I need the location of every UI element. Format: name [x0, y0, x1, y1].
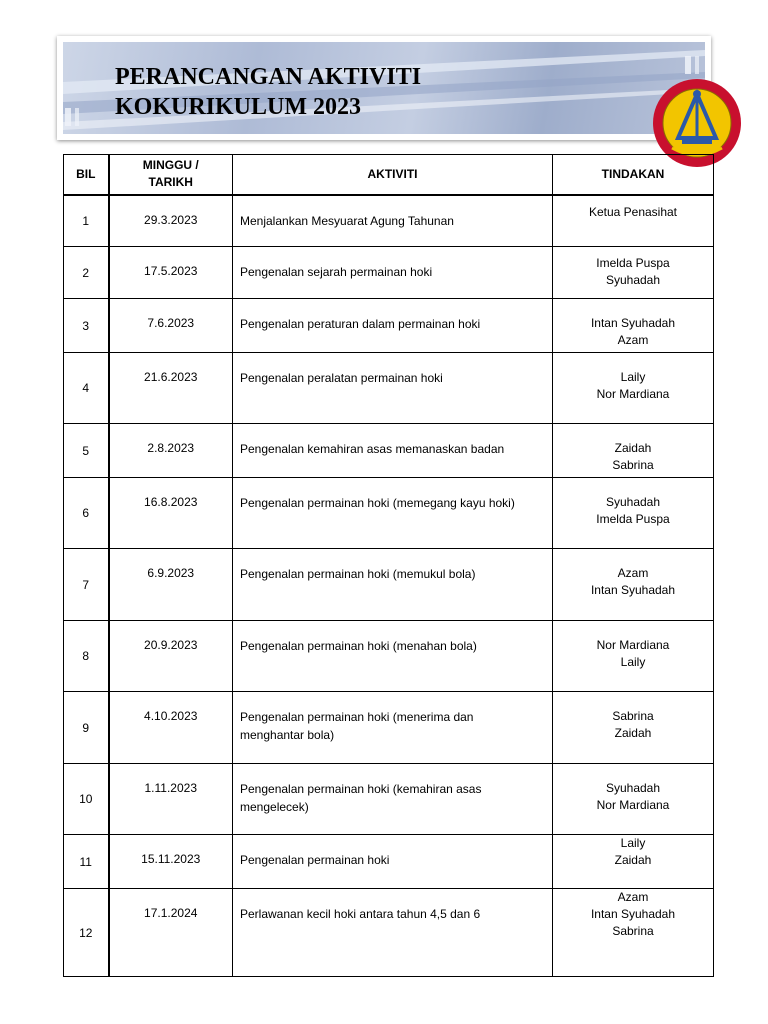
table-row	[64, 247, 714, 299]
row-number: 7	[64, 549, 109, 621]
row-action	[553, 835, 714, 889]
activity-line: Pengenalan permainan hoki (menerima dan	[240, 710, 474, 724]
action-person: Intan Syuhadah	[590, 907, 676, 921]
row-date: 6.9.2023	[109, 549, 233, 621]
row-number: 10	[64, 764, 109, 835]
table-row	[64, 692, 714, 764]
row-activity	[233, 353, 553, 424]
row-number: 9	[64, 692, 109, 764]
action-person: Imelda Puspa	[596, 256, 670, 270]
table-row	[64, 835, 714, 889]
row-action	[553, 621, 714, 692]
header-minggu: MINGGU /	[142, 158, 199, 173]
row-action	[553, 247, 714, 299]
row-action	[553, 424, 714, 478]
row-action	[553, 478, 714, 549]
action-person: Laily	[620, 370, 646, 384]
row-date: 21.6.2023	[109, 353, 233, 424]
row-date: 29.3.2023	[109, 195, 233, 247]
table-row	[64, 549, 714, 621]
activity-line: Menjalankan Mesyuarat Agung Tahunan	[240, 213, 454, 228]
activity-line: mengelecek)	[240, 800, 309, 814]
row-number: 5	[64, 424, 109, 478]
row-action	[553, 195, 714, 247]
row-activity	[233, 889, 553, 977]
row-activity	[233, 195, 553, 247]
activity-line: Perlawanan kecil hoki antara tahun 4,5 dan 6	[240, 907, 481, 921]
action-person: Imelda Puspa	[596, 512, 670, 526]
row-date: 7.6.2023	[109, 299, 233, 353]
row-activity	[233, 764, 553, 835]
activity-line: Pengenalan permainan hoki	[240, 853, 390, 867]
activity-line: Pengenalan sejarah permainan hoki	[240, 265, 433, 279]
table-row	[64, 478, 714, 549]
table-row	[64, 889, 714, 977]
header-aktiviti: AKTIVITI	[233, 155, 553, 195]
action-person: Ketua Penasihat	[588, 204, 678, 219]
table-row	[64, 353, 714, 424]
row-date: 16.8.2023	[109, 478, 233, 549]
row-action	[553, 889, 714, 977]
row-date: 4.10.2023	[109, 692, 233, 764]
row-number: 8	[64, 621, 109, 692]
activity-line: Pengenalan peralatan permainan hoki	[240, 371, 443, 385]
action-person: Syuhadah	[605, 495, 661, 509]
action-person: Zaidah	[614, 441, 652, 455]
action-person: Nor Mardiana	[596, 638, 670, 652]
row-action	[553, 692, 714, 764]
row-action	[553, 299, 714, 353]
row-activity	[233, 247, 553, 299]
row-activity	[233, 424, 553, 478]
header-tarikh: TARIKH	[148, 175, 193, 190]
header-banner	[57, 36, 711, 140]
activity-plan-table	[63, 154, 714, 977]
action-person: Laily	[620, 655, 646, 669]
row-number: 6	[64, 478, 109, 549]
row-action	[553, 764, 714, 835]
row-activity	[233, 478, 553, 549]
row-date: 2.8.2023	[109, 424, 233, 478]
action-person: Nor Mardiana	[596, 387, 670, 401]
row-number: 12	[64, 889, 109, 977]
action-person: Zaidah	[614, 726, 652, 740]
document-title	[115, 62, 421, 122]
action-person: Laily	[620, 836, 646, 850]
action-person: Sabrina	[612, 924, 654, 938]
activity-line: Pengenalan permainan hoki (memukul bola)	[240, 567, 476, 581]
header-minggu-tarikh	[109, 155, 233, 195]
row-activity	[233, 621, 553, 692]
row-number: 11	[64, 835, 109, 889]
action-person: Zaidah	[614, 853, 652, 867]
row-action	[553, 549, 714, 621]
activity-line: Pengenalan permainan hoki (memegang kayu hoki)	[240, 496, 515, 510]
row-activity	[233, 549, 553, 621]
activity-line: Pengenalan permainan hoki (kemahiran asas	[240, 782, 482, 796]
table-row	[64, 195, 714, 247]
table-row	[64, 424, 714, 478]
title-line-1: PERANCANGAN AKTIVITI	[115, 64, 422, 90]
banner-background	[63, 42, 705, 134]
action-person: Nor Mardiana	[596, 798, 670, 812]
header-bil: BIL	[64, 155, 109, 195]
row-date: 15.11.2023	[109, 835, 233, 889]
table-row	[64, 621, 714, 692]
action-person: Sabrina	[612, 709, 654, 723]
action-person: Intan Syuhadah	[590, 583, 676, 597]
action-person: Azam	[617, 333, 649, 347]
activity-line: menghantar bola)	[240, 728, 335, 742]
table-header-row	[64, 155, 714, 195]
row-number: 2	[64, 247, 109, 299]
action-person: Azam	[617, 890, 649, 904]
row-activity	[233, 299, 553, 353]
row-date: 17.5.2023	[109, 247, 233, 299]
header-tindakan: TINDAKAN	[553, 155, 714, 195]
row-action	[553, 353, 714, 424]
action-person: Syuhadah	[605, 273, 661, 287]
title-line-2: KOKURIKULUM 2023	[115, 94, 361, 120]
row-activity	[233, 835, 553, 889]
action-person: Intan Syuhadah	[590, 316, 676, 330]
table-row	[64, 764, 714, 835]
row-number: 3	[64, 299, 109, 353]
table-row	[64, 299, 714, 353]
row-date: 20.9.2023	[109, 621, 233, 692]
action-person: Syuhadah	[605, 781, 661, 795]
activity-line: Pengenalan permainan hoki (menahan bola)	[240, 639, 477, 653]
activity-line: Pengenalan kemahiran asas memanaskan badan	[240, 442, 505, 456]
row-date: 17.1.2024	[109, 889, 233, 977]
action-person: Azam	[617, 566, 649, 580]
action-person: Sabrina	[612, 458, 654, 472]
activity-line: Pengenalan peraturan dalam permainan hoki	[240, 317, 481, 331]
row-number: 4	[64, 353, 109, 424]
row-number: 1	[64, 195, 109, 247]
row-date: 1.11.2023	[109, 764, 233, 835]
row-activity	[233, 692, 553, 764]
